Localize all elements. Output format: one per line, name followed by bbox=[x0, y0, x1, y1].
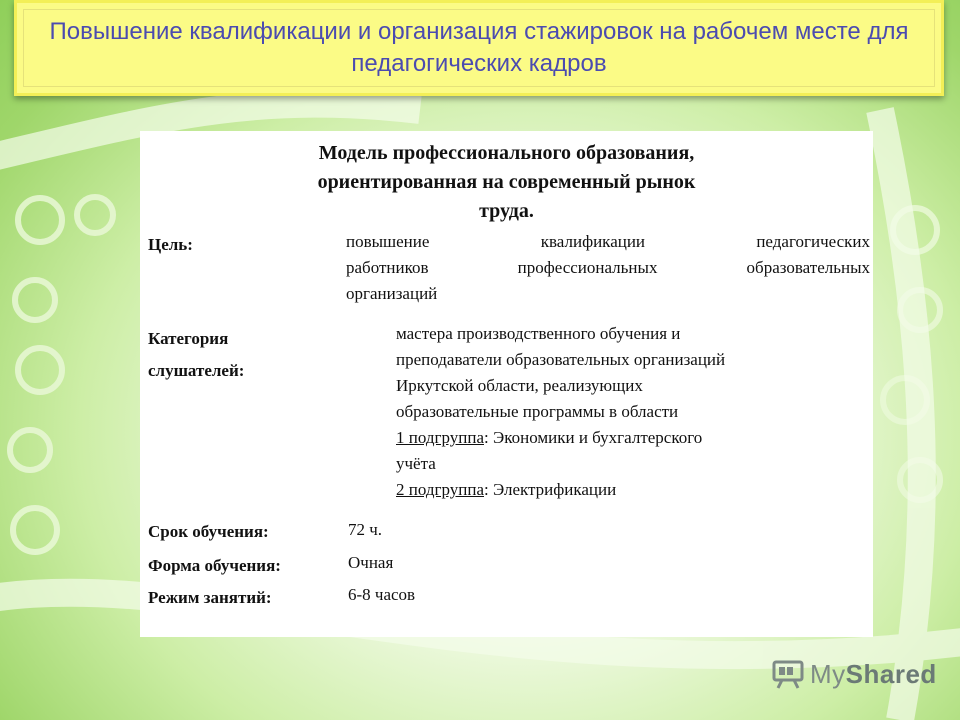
form-label: Форма обучения: bbox=[148, 556, 281, 575]
goal-line: организаций bbox=[346, 284, 438, 303]
subgroup-1-continuation: учёта bbox=[396, 454, 436, 473]
projector-icon bbox=[772, 659, 806, 689]
logo-text bbox=[810, 659, 937, 690]
duration-label: Срок обучения: bbox=[148, 522, 269, 541]
myshared-logo bbox=[772, 656, 937, 692]
audience-label bbox=[148, 323, 244, 387]
audience-line: преподаватели образовательных организаций bbox=[396, 350, 726, 369]
goal-line: повышение квалификации педагогических bbox=[346, 232, 870, 251]
card-title-line: Модель профессионального образования, bbox=[318, 142, 695, 164]
card-title-line: труда. bbox=[479, 200, 534, 222]
content-card bbox=[140, 131, 873, 637]
goal-line: работников профессиональных образовательных bbox=[346, 258, 870, 277]
logo-text-bold: Shared bbox=[845, 658, 937, 689]
slide-title: Повышение квалификации и организация стажировок на рабочем месте для педагогических кадров bbox=[49, 18, 909, 77]
audience-label-line: Категория bbox=[148, 329, 229, 348]
title-banner bbox=[14, 0, 944, 96]
subgroup-2-text: : Электрификации bbox=[484, 480, 617, 499]
schedule-value: 6-8 часов bbox=[348, 585, 416, 604]
logo-text-light: My bbox=[810, 658, 846, 689]
subgroup-1-name: 1 подгруппа bbox=[396, 428, 484, 447]
card-title bbox=[140, 139, 873, 226]
card-title-line: ориентированная на современный рынок bbox=[317, 171, 696, 193]
subgroup-1-text: : Экономики и бухгалтерского bbox=[484, 428, 703, 447]
subgroup-2 bbox=[396, 477, 870, 503]
subgroup-1 bbox=[396, 425, 870, 451]
schedule-label: Режим занятий: bbox=[148, 588, 272, 607]
audience-line: образовательные программы в области bbox=[396, 402, 679, 421]
subgroup-2-name: 2 подгруппа bbox=[396, 480, 484, 499]
goal-value bbox=[346, 229, 870, 307]
form-value: Очная bbox=[348, 553, 394, 572]
duration-value: 72 ч. bbox=[348, 520, 383, 539]
audience-line: Иркутской области, реализующих bbox=[396, 376, 643, 395]
audience-line: мастера производственного обучения и bbox=[396, 324, 681, 343]
audience-label-line: слушателей: bbox=[148, 361, 245, 380]
goal-label: Цель: bbox=[148, 235, 193, 254]
audience-value bbox=[396, 321, 870, 503]
